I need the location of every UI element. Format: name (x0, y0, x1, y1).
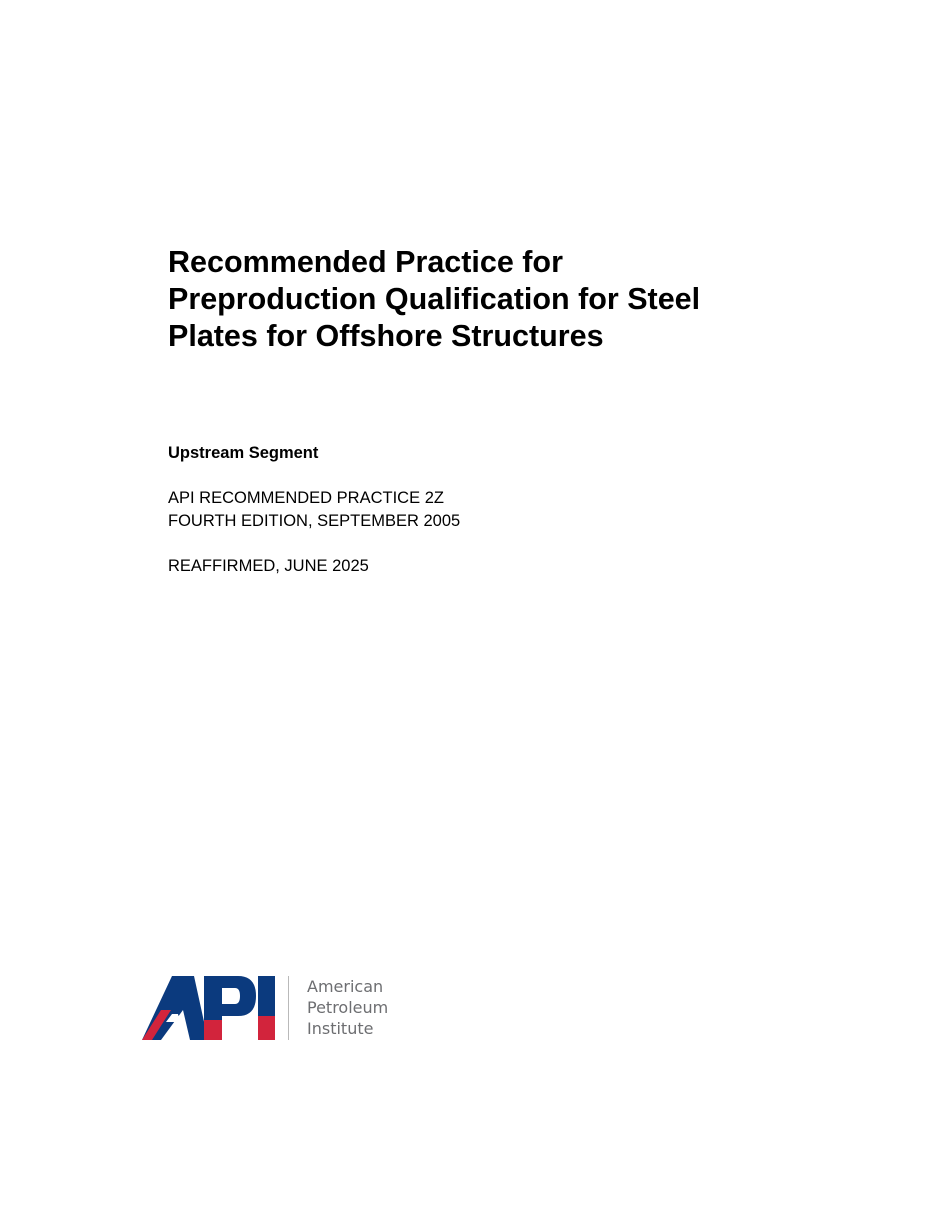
api-logo-mark-icon (142, 970, 282, 1046)
designation: API RECOMMENDED PRACTICE 2Z (168, 489, 444, 507)
api-logo (142, 970, 412, 1046)
document-title (168, 244, 868, 355)
title-line-2: Preproduction Qualification for Steel (168, 282, 701, 316)
title-line-1: Recommended Practice for (168, 245, 563, 279)
org-name-line-1: American (307, 977, 384, 996)
org-name-line-3: Institute (307, 1019, 374, 1038)
organization-name (307, 976, 388, 1039)
org-name-line-2: Petroleum (307, 998, 389, 1017)
logo-divider (288, 976, 289, 1040)
segment-label: Upstream Segment (168, 444, 319, 462)
title-line-3: Plates for Offshore Structures (168, 319, 604, 353)
edition: FOURTH EDITION, SEPTEMBER 2005 (168, 512, 461, 530)
reaffirmed-date: REAFFIRMED, JUNE 2025 (168, 557, 369, 575)
